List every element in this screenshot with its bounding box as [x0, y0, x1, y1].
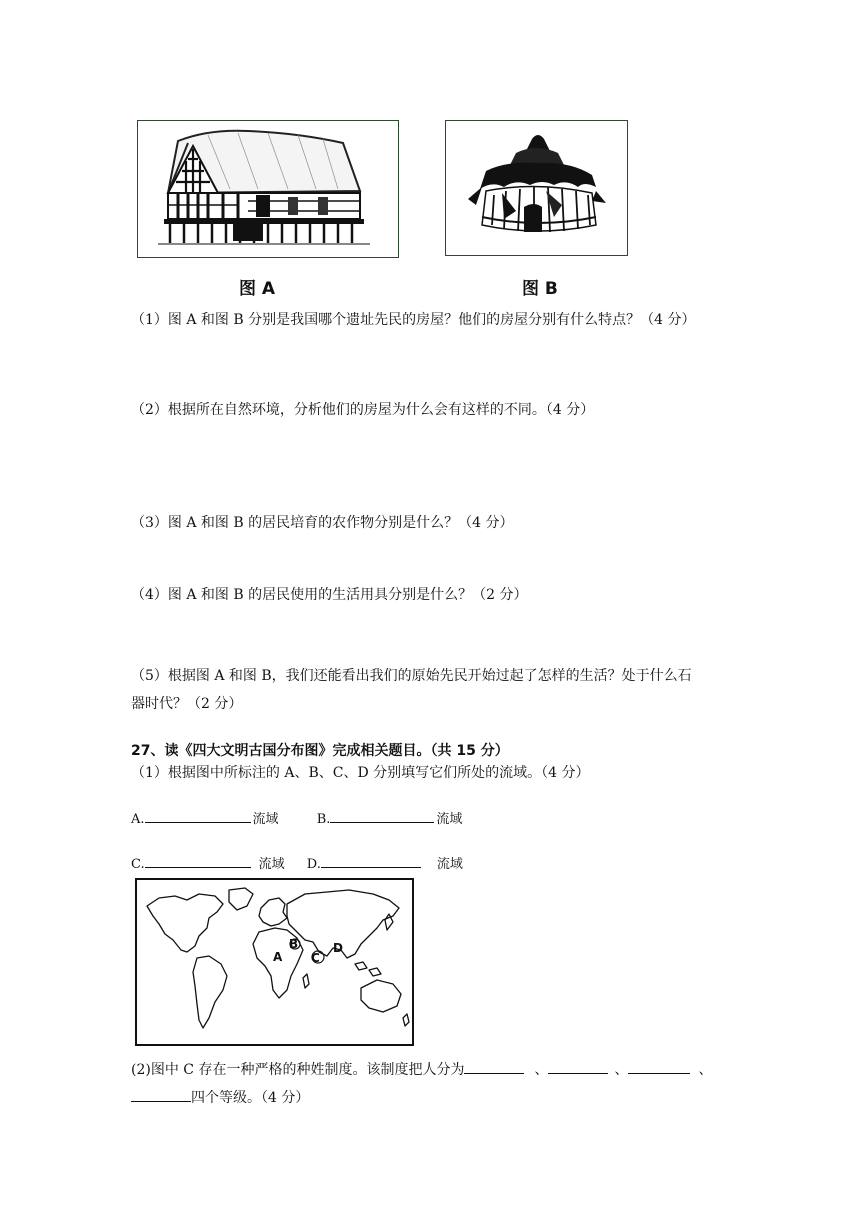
map-label-c: C	[311, 951, 320, 965]
sep-2: 、	[614, 1062, 629, 1078]
q26-part3: （3）图 A 和图 B 的居民培育的农作物分别是什么？（4 分）	[131, 515, 514, 531]
blank-a-suffix: 流域	[252, 812, 279, 827]
thatched-hut-illustration	[446, 121, 626, 254]
europe-outline	[259, 898, 287, 926]
blank-c-prefix: C.	[131, 857, 145, 872]
caste-blank-2[interactable]	[548, 1059, 608, 1074]
blank-c-suffix: 流域	[258, 857, 285, 872]
q27-part2-line1	[131, 1059, 712, 1080]
figure-b-frame	[445, 120, 628, 256]
map-label-b: B	[289, 937, 299, 951]
caste-blank-3[interactable]	[628, 1059, 690, 1074]
q26-part5-line2: 器时代？（2 分）	[131, 696, 243, 712]
blank-b-prefix: B.	[316, 812, 331, 827]
sep-1: 、	[534, 1062, 549, 1078]
sep-3: 、	[698, 1062, 713, 1078]
q26-part4: （4）图 A 和图 B 的居民使用的生活用具分别是什么？（2 分）	[131, 587, 528, 603]
blank-row-ab	[131, 808, 462, 830]
figure-b-caption: 图 B	[522, 279, 558, 299]
world-map-frame	[135, 878, 414, 1046]
q27-part1: （1）根据图中所标注的 A、B、C、D 分别填写它们所处的流域。（4 分）	[131, 765, 590, 781]
blank-c-input[interactable]	[145, 853, 251, 868]
south-america-outline	[193, 956, 227, 1028]
north-america-outline	[147, 894, 223, 952]
q26-part1: （1）图 A 和图 B 分别是我国哪个遗址先民的房屋？他们的房屋分别有什么特点？（4 分）	[131, 312, 696, 328]
blank-a-prefix: A.	[131, 812, 145, 827]
world-map-illustration	[137, 880, 412, 1044]
q27-part2-end: 四个等级。（4 分）	[191, 1090, 310, 1106]
q27-part2-text: (2)图中 C 存在一种严格的种姓制度。该制度把人分为	[131, 1062, 465, 1078]
caste-blank-4[interactable]	[131, 1087, 191, 1102]
blank-row-cd	[131, 853, 463, 875]
map-label-d: D	[333, 941, 343, 955]
q27-part2-line2	[131, 1087, 309, 1108]
q27-title: 27、读《四大文明古国分布图》完成相关题目。（共 15 分）	[131, 743, 509, 759]
figure-a-caption: 图 A	[239, 279, 276, 299]
asia-outline	[287, 890, 399, 958]
australia-outline	[361, 980, 401, 1012]
stilt-house-illustration	[138, 121, 397, 256]
figure-a-frame	[137, 120, 399, 258]
q26-part2: （2）根据所在自然环境，分析他们的房屋为什么会有这样的不同。（4 分）	[131, 402, 595, 418]
caste-blank-1[interactable]	[464, 1059, 524, 1074]
blank-d-suffix: 流域	[436, 857, 463, 872]
blank-a-input[interactable]	[145, 808, 251, 823]
blank-b-suffix: 流域	[436, 812, 463, 827]
greenland-outline	[229, 888, 253, 910]
blank-d-prefix: D.	[306, 857, 321, 872]
blank-d-input[interactable]	[321, 853, 421, 868]
q26-part5-line1: （5）根据图 A 和图 B，我们还能看出我们的原始先民开始过起了怎样的生活？处于什么石	[131, 668, 692, 684]
map-label-a: A	[273, 950, 283, 964]
blank-b-input[interactable]	[330, 808, 434, 823]
